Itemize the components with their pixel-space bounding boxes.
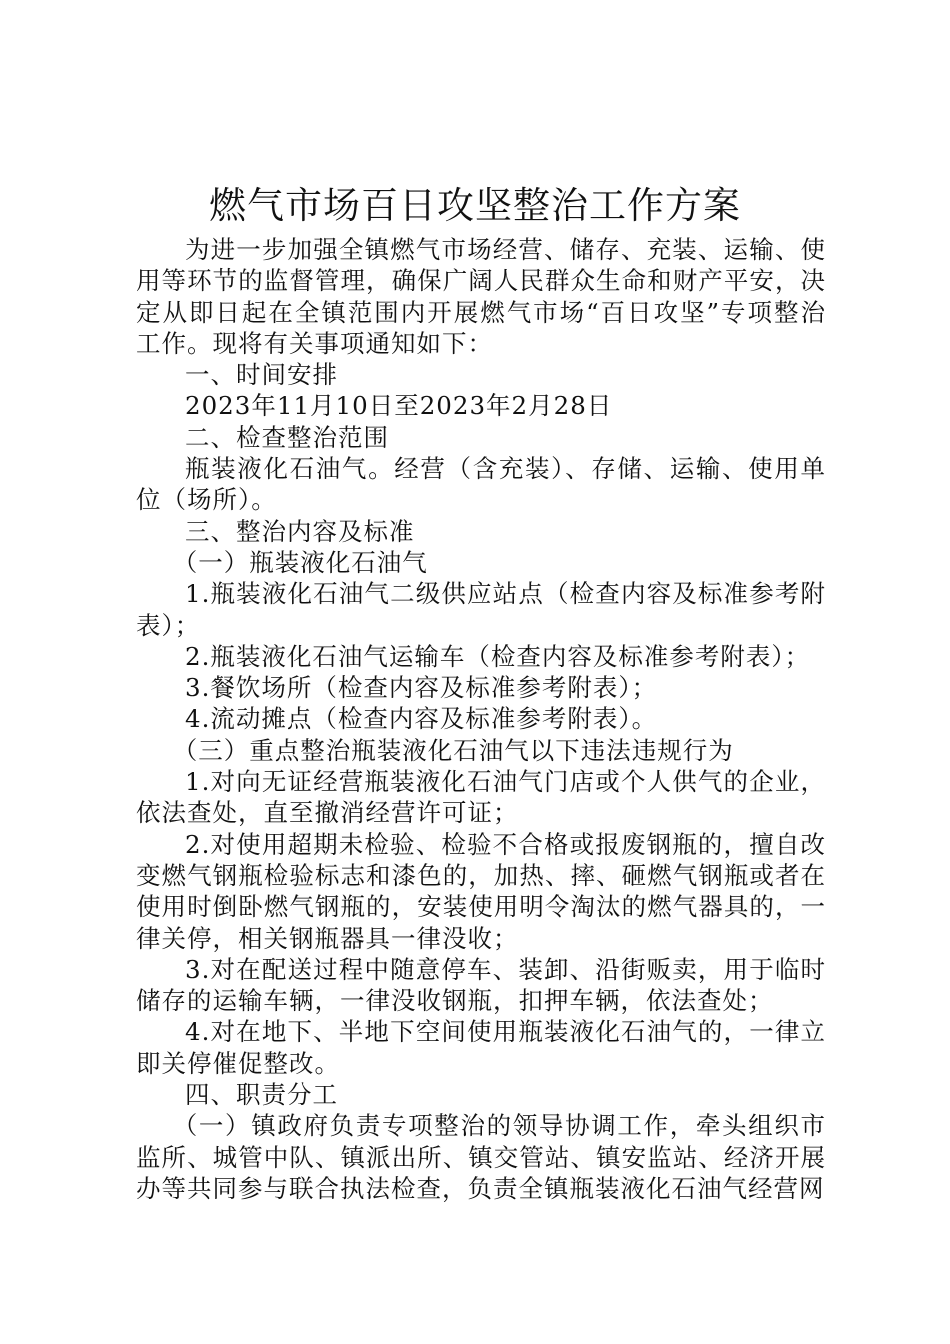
list-item: 1.瓶装液化石油气二级供应站点（检查内容及标准参考附表）； <box>136 579 826 640</box>
section-heading-duties: 四、职责分工 <box>185 1080 338 1110</box>
subsection-heading-lpg: （一）瓶装液化石油气 <box>172 547 428 577</box>
list-item: 3.对在配送过程中随意停车、装卸、沿街贩卖，用于临时储存的运输车辆，一律没收钢瓶，扣押车辆，依法查处； <box>136 954 826 1016</box>
list-item: 4.流动摊点（检查内容及标准参考附表）。 <box>185 704 658 734</box>
list-item: 1.对向无证经营瓶装液化石油气门店或个人供气的企业，依法查处，直至撤消经营许可证； <box>136 767 826 828</box>
list-item: 3.餐饮场所（检查内容及标准参考附表）； <box>185 673 658 703</box>
section-heading-content: 三、整治内容及标准 <box>185 516 415 546</box>
document-title: 燃气市场百日攻坚整治工作方案 <box>209 184 741 227</box>
list-item: 2.瓶装液化石油气运输车（检查内容及标准参考附表）； <box>185 641 811 671</box>
section-heading-scope: 二、检查整治范围 <box>185 422 389 452</box>
intro-paragraph: 为进一步加强全镇燃气市场经营、储存、充装、运输、使用等环节的监督管理，确保广阔人民群众生命和财产平安，决定从即日起在全镇范围内开展燃气市场“百日攻坚”专项整治工作。现将有关事项通知如下： <box>136 235 826 358</box>
subsection-heading-violations: （三）重点整治瓶装液化石油气以下违法违规行为 <box>172 735 734 765</box>
document-body <box>136 234 826 1204</box>
section-heading-schedule: 一、时间安排 <box>185 360 338 390</box>
duties-paragraph: （一）镇政府负责专项整治的领导协调工作，牵头组织市监所、城管中队、镇派出所、镇交管站、镇安监站、经济开展办等共同参与联合执法检查，负责全镇瓶装液化石油气经营网 <box>136 1111 826 1203</box>
scope-paragraph: 瓶装液化石油气。经营（含充装）、存储、运输、使用单位（场所）。 <box>136 454 826 515</box>
schedule-dates: 2023年11月10日至2023年2月28日 <box>185 391 613 421</box>
list-item: 4.对在地下、半地下空间使用瓶装液化石油气的，一律立即关停催促整改。 <box>136 1017 826 1078</box>
list-item: 2.对使用超期未检验、检验不合格或报废钢瓶的，擅自改变燃气钢瓶检验标志和漆色的，加热、摔、砸燃气钢瓶或者在使用时倒卧燃气钢瓶的，安装使用明令淘汰的燃气器具的，一律关停，相关钢瓶器具一律没收； <box>136 829 826 953</box>
